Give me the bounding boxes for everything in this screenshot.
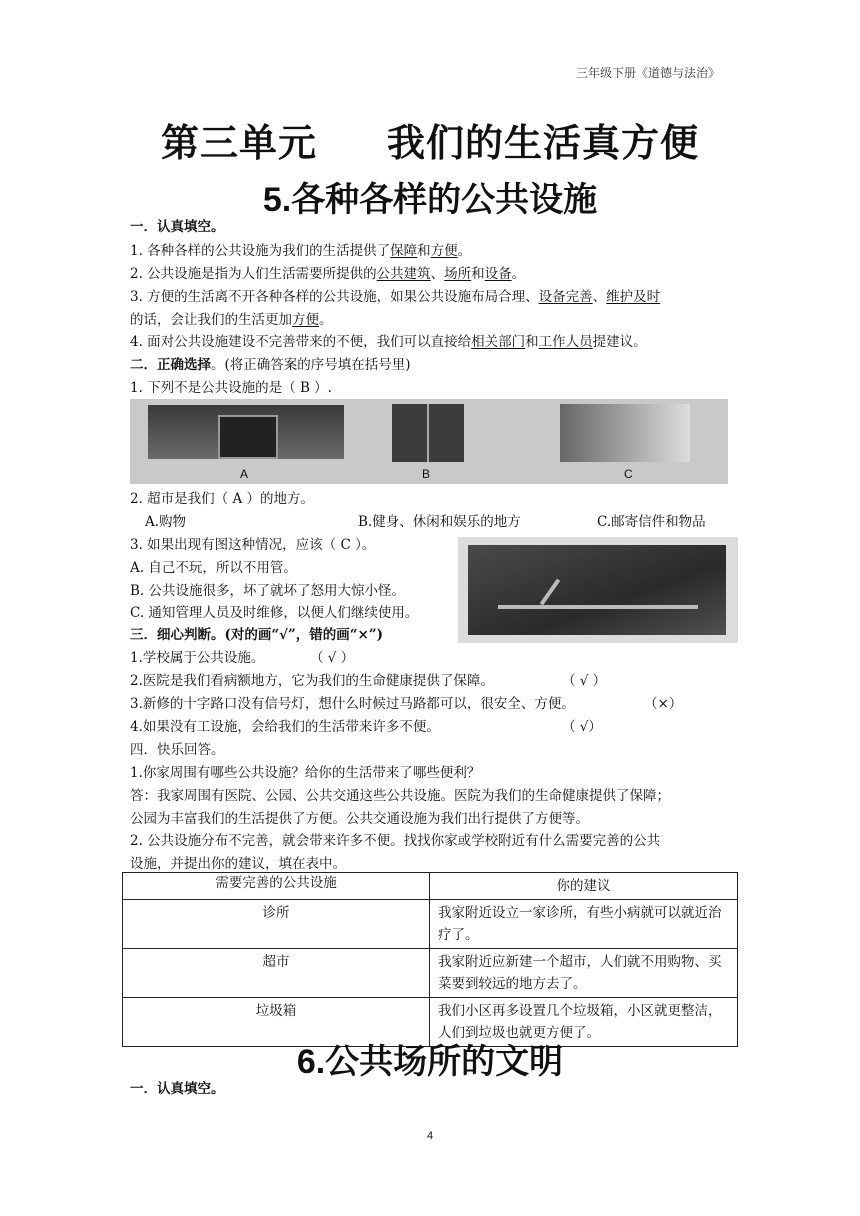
choice-q2-option-a: A.购物 (145, 514, 187, 530)
answer-blank: 维护及时 (606, 289, 661, 305)
judge-q4-mark: （ √） (562, 719, 602, 735)
section-4-title: 四．快乐回答。 (130, 742, 225, 758)
table-header: 需要完善的公共设施 (123, 873, 430, 900)
answer-a1-line1: 答：我家周围有医院、公园、公共交通这些公共设施。医院为我们的生命健康提供了保障； (130, 788, 670, 804)
unit-name: 我们的生活真方便 (387, 120, 700, 165)
fill-q1: 1. 各种各样的公共设施为我们的生活提供了保障和方便。 (130, 243, 472, 259)
lesson-name: 各种各样的公共设施 (291, 180, 598, 220)
section-1-title: 一．认真填空。 (130, 219, 225, 235)
answer-a1-line2: 公园为丰富我们的生活提供了方便。公共交通设施为我们出行提供了方便等。 (130, 811, 589, 827)
judge-q1-mark: （ √ ） (310, 650, 355, 666)
unit-title (0, 112, 860, 167)
answer-blank: 场所 (444, 266, 472, 282)
options-photo-strip (130, 399, 728, 484)
shelter-shape (218, 415, 278, 459)
lesson-number: 5. (262, 181, 292, 219)
answer-q2-line1: 2. 公共设施分布不完善，就会带来许多不便。找找你家或学校附近有什么需要完善的公共 (130, 833, 661, 849)
option-label-c: C (624, 467, 633, 481)
judge-q4: 4.如果没有工设施，会给我们的生活带来许多不便。 (130, 719, 440, 735)
fallen-bar-shape (498, 605, 698, 609)
lesson-6-title (0, 1034, 860, 1083)
fill-q3-line2: 的话，会让我们的生活更加方便。 (130, 312, 333, 328)
option-label-b: B (422, 467, 431, 481)
judge-q3-mark: （×） (644, 696, 683, 712)
choice-q2-option-c: C.邮寄信件和物品 (597, 514, 706, 530)
bus-stop-photo (148, 405, 344, 459)
table-cell-advice: 我们小区再多设置几个垃圾箱，小区就更整洁，人们到垃圾也就更方便了。 (430, 998, 738, 1047)
table-header: 你的建议 (430, 873, 738, 900)
table-cell-facility: 超市 (123, 949, 430, 998)
choice-q2: 2. 超市是我们（ A ）的地方。 (130, 491, 315, 507)
judge-q3: 3.新修的十字路口没有信号灯，想什么时候过马路都可以，很安全、方便。 (130, 696, 575, 712)
table-header-row (123, 873, 738, 900)
table-row (123, 900, 738, 949)
lesson-name: 公共场所的文明 (325, 1042, 564, 1082)
answer-blank: 方便 (292, 312, 319, 328)
answer-q1: 1.你家周围有哪些公共设施？给你的生活带来了哪些便利？ (130, 765, 481, 781)
judge-q2: 2.医院是我们看病额地方，它为我们的生命健康提供了保障。 (130, 673, 494, 689)
fill-q2: 2. 公共设施是指为人们生活需要所提供的公共建筑、场所和设备。 (130, 266, 526, 282)
section-2-title: 二．正确选择。(将正确答案的序号填在括号里) (130, 357, 411, 373)
fill-q4: 4. 面对公共设施建设不完善带来的不便，我们可以直接给相关部门和工作人员提建议。 (130, 334, 647, 350)
table-row (123, 949, 738, 998)
answer-blank: 设备完善 (538, 289, 593, 305)
suggestion-table (122, 872, 738, 1047)
answer-blank: 保障 (390, 243, 418, 259)
choice-q3-option-b: B. 公共设施很多，坏了就坏了怒用大惊小怪。 (130, 583, 406, 599)
answer-blank: 工作人员 (538, 334, 593, 350)
judge-q1: 1.学校属于公共设施。 (130, 650, 265, 666)
fill-q3-line1: 3. 方便的生活离不开各种各样的公共设施，如果公共设施布局合理、设备完善、维护及时 (130, 289, 661, 305)
choice-q2-option-b: B.健身、休闲和娱乐的地方 (358, 514, 521, 530)
judge-q2-mark: （ √ ） (562, 673, 607, 689)
lesson-6-section-1-title: 一．认真填空。 (130, 1081, 225, 1097)
unit-number: 第三单元 (160, 120, 317, 165)
table-cell-advice: 我家附近设立一家诊所，有些小病就可以就近治疗了。 (430, 900, 738, 949)
fridge-door-line (427, 404, 429, 462)
choice-q3-option-a: A. 自己不玩，所以不用管。 (130, 560, 297, 576)
lesson-number: 6. (296, 1043, 326, 1081)
running-header: 三年级下册《道德与法治》 (575, 66, 720, 80)
refrigerator-photo (392, 404, 464, 462)
choice-q3-option-c: C. 通知管理人员及时维修，以便人们继续使用。 (130, 605, 419, 621)
answer-q2-line2: 设施，并提出你的建议，填在表中。 (130, 856, 346, 872)
table-cell-facility: 垃圾箱 (123, 998, 430, 1047)
page-number: 4 (426, 1130, 434, 1142)
answer-blank: 公共建筑 (376, 266, 431, 282)
section-3-title: 三．细心判断。(对的画“√”，错的画“×”) (130, 627, 384, 643)
answer-blank: 方便 (430, 243, 458, 259)
photo-dark-area (468, 545, 726, 635)
choice-q1: 1. 下列不是公共设施的是（ B ）. (130, 380, 332, 396)
table-cell-advice: 我家附近应新建一个超市，人们就不用购物、买菜要到较远的地方去了。 (430, 949, 738, 998)
broken-facility-photo (458, 537, 738, 643)
answer-blank: 设备 (484, 266, 512, 282)
table-cell-facility: 诊所 (123, 900, 430, 949)
answer-blank: 相关部门 (471, 334, 526, 350)
bus-photo (560, 404, 690, 462)
option-label-a: A (240, 467, 249, 481)
choice-q3: 3. 如果出现有图这种情况，应该（ C ）。 (130, 537, 376, 553)
lesson-5-title (0, 172, 860, 221)
